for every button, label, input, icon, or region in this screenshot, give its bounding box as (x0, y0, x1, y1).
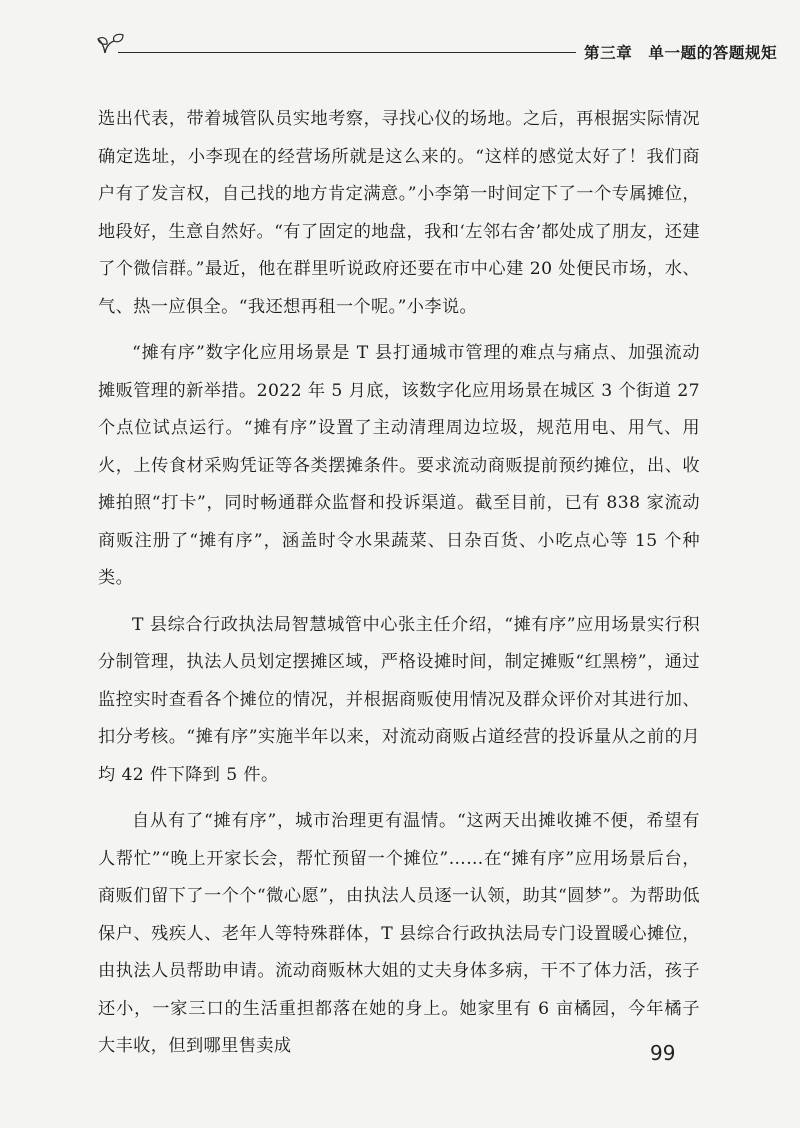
paragraph: 自从有了“摊有序”，城市治理更有温情。“这两天出摊收摊不便，希望有人帮忙”“晚上开家长会，帮忙预留一个摊位”……在“摊有序”应用场景后台，商贩们留下了一个个“微心愿”，由执法人员逐一认领，助其“圆梦”。为帮助低保户、残疾人、老年人等特殊群体，T 县综合行政执法局专门设置暖心摊位，由执法人员帮助申请。流动商贩林大姐的丈夫身体多病，干不了体力活，孩子还小，一家三口的生活重担都落在她的身上。她家里有 6 亩橘园，今年橘子大丰收，但到哪里售卖成 (98, 811, 700, 1056)
paragraph: T 县综合行政执法局智慧城管中心张主任介绍，“摊有序”应用场景实行积分制管理，执法人员划定摆摊区域，严格设摊时间，制定摊贩“红黑榜”，通过监控实时查看各个摊位的情况，并根据商贩使用情况及群众评价对其进行加、扣分考核。“摊有序”实施半年以来，对流动商贩占道经营的投诉量从之前的月均 42 件下降到 5 件。 (98, 614, 700, 785)
running-header (96, 30, 778, 70)
page-number: 99 (650, 1041, 676, 1065)
leaf-sprout-icon (96, 30, 126, 58)
chapter-title: 第三章 单一题的答题规矩 (584, 44, 778, 62)
body-text (98, 101, 700, 1075)
paragraph: 选出代表，带着城管队员实地考察，寻找心仪的场地。之后，再根据实际情况确定选址，小李现在的经营场所就是这么来的。“这样的感觉太好了！我们商户有了发言权，自己找的地方肯定满意。”小李第一时间定下了一个专属摊位，地段好，生意自然好。“有了固定的地盘，我和‘左邻右舍’都处成了朋友，还建了个微信群。”最近，他在群里听说政府还要在市中心建 20 处便民市场，水、气、热一应俱全。“我还想再租一个呢。”小李说。 (98, 109, 700, 317)
header-rule (118, 52, 576, 53)
paragraph: “摊有序”数字化应用场景是 T 县打通城市管理的难点与痛点、加强流动摊贩管理的新举措。2022 年 5 月底，该数字化应用场景在城区 3 个街道 27 个点位试点运行。“摊有序”设置了主动清理周边垃圾，规范用电、用气、用火，上传食材采购凭证等各类摆摊条件。要求流动商贩提前预约摊位，出、收摊拍照“打卡”，同时畅通群众监督和投诉渠道。截至目前，已有 838 家流动商贩注册了“摊有序”，涵盖时令水果蔬菜、日杂百货、小吃点心等 15 个种类。 (98, 343, 700, 588)
